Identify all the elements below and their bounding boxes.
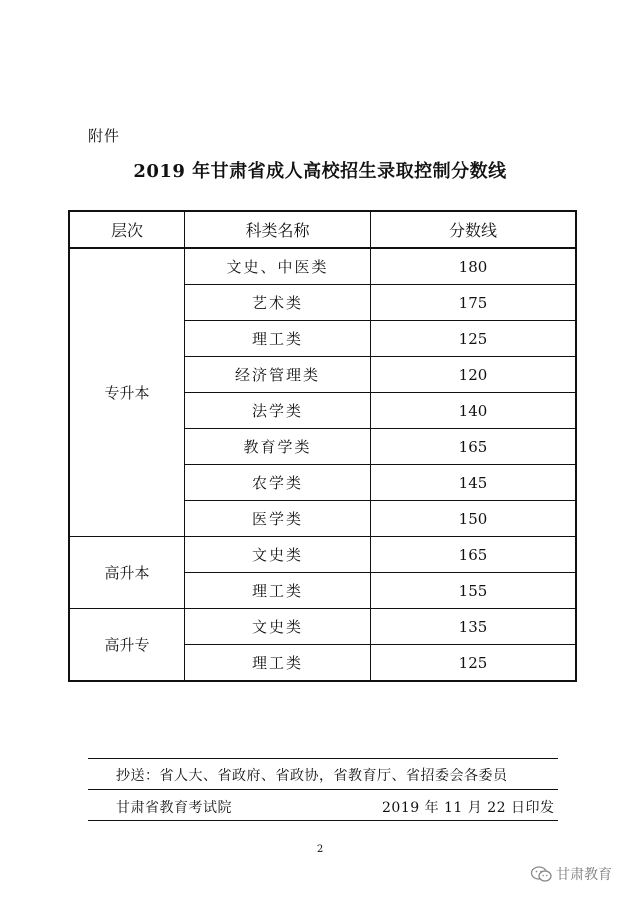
score-cell: 175: [371, 285, 577, 321]
footer-divider-top: [88, 758, 558, 759]
footer-divider-middle: [88, 789, 558, 790]
category-cell: 医学类: [185, 501, 371, 537]
watermark: [530, 864, 612, 884]
watermark-text: 甘肃教育: [556, 867, 612, 883]
table-body: [69, 248, 576, 681]
issuer: 甘肃省教育考试院: [116, 800, 232, 816]
level-cell: 高升本: [69, 537, 185, 609]
category-cell: 理工类: [185, 321, 371, 357]
score-cell: 120: [371, 357, 577, 393]
score-cell: 165: [371, 429, 577, 465]
header-category: 科类名称: [185, 211, 371, 248]
category-cell: 教育学类: [185, 429, 371, 465]
category-cell: 农学类: [185, 465, 371, 501]
score-cell: 140: [371, 393, 577, 429]
header-score: 分数线: [371, 211, 577, 248]
header-level: 层次: [69, 211, 185, 248]
category-cell: 理工类: [185, 645, 371, 682]
score-table: [68, 210, 577, 682]
page-number: 2: [316, 844, 324, 855]
score-cell: 125: [371, 321, 577, 357]
level-cell: 高升专: [69, 609, 185, 682]
document-title: 2019 年甘肃省成人高校招生录取控制分数线: [133, 161, 507, 182]
score-cell: 155: [371, 573, 577, 609]
table-row: [69, 609, 576, 645]
wechat-icon: [530, 865, 552, 883]
score-cell: 135: [371, 609, 577, 645]
category-cell: 文史类: [185, 537, 371, 573]
category-cell: 理工类: [185, 573, 371, 609]
table-row: [69, 537, 576, 573]
issue-date: 2019 年 11 月 22 日印发: [382, 800, 555, 816]
level-cell: 专升本: [69, 248, 185, 537]
attachment-label: 附件: [88, 127, 121, 145]
score-cell: 145: [371, 465, 577, 501]
table-header-row: [69, 211, 576, 248]
score-cell: 125: [371, 645, 577, 682]
cc-line: 抄送：省人大、省政府、省政协，省教育厅、省招委会各委员: [116, 768, 508, 784]
category-cell: 法学类: [185, 393, 371, 429]
category-cell: 经济管理类: [185, 357, 371, 393]
category-cell: 艺术类: [185, 285, 371, 321]
footer-divider-bottom: [88, 820, 558, 821]
category-cell: 文史类: [185, 609, 371, 645]
category-cell: 文史、中医类: [185, 248, 371, 285]
score-cell: 165: [371, 537, 577, 573]
score-cell: 150: [371, 501, 577, 537]
score-cell: 180: [371, 248, 577, 285]
table-row: [69, 248, 576, 285]
